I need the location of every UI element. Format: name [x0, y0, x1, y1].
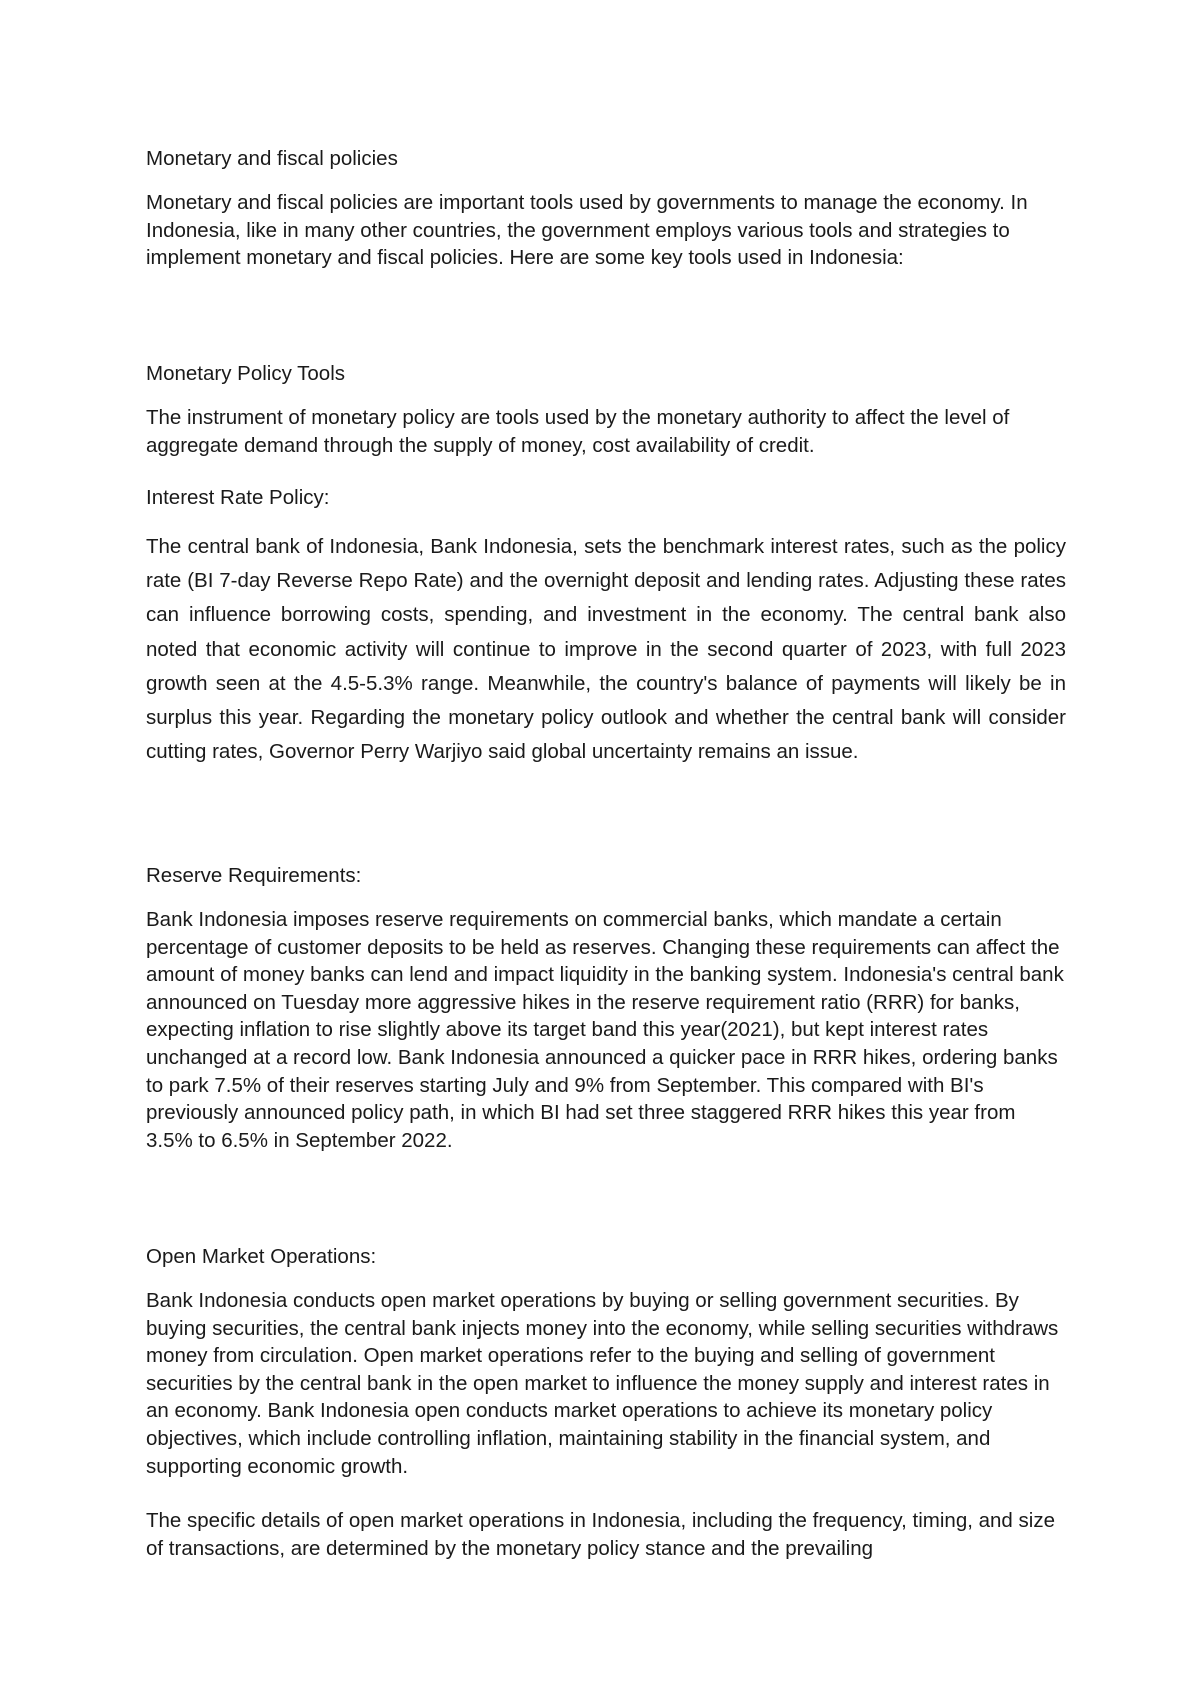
- section-heading-open-market-operations: Open Market Operations:: [146, 1245, 377, 1268]
- reserve-requirements-paragraph: Bank Indonesia imposes reserve requirements on commercial banks, which mandate a certain percentage of customer deposits to be held as reserves. Changing these requirements can affect the amount of money banks can lend and impact liquidity in the banking system. Indonesia's central bank announced on Tuesday more aggressive hikes in the reserve requirement ratio (RRR) for banks, expecting inflation to rise slightly above its target band this year(2021), but kept interest rates unchanged at a record low. Bank Indonesia announced a quicker pace in RRR hikes, ordering banks to park 7.5% of their reserves starting July and 9% from September. This compared with BI's previously announced policy path, in which BI had set three staggered RRR hikes this year from 3.5% to 6.5% in September 2022.: [146, 908, 1064, 1152]
- document-title: Monetary and fiscal policies: [146, 147, 398, 170]
- open-market-operations-paragraph: Bank Indonesia conducts open market operations by buying or selling government securities. By buying securities, the central bank injects money into the economy, while selling securities withdraws money from circulation. Open market operations refer to the buying and selling of government securities by the central bank in the open market to influence the money supply and interest rates in an economy. Bank Indonesia open conducts market operations to achieve its monetary policy objectives, which include controlling inflation, maintaining stability in the financial system, and supporting economic growth.: [146, 1289, 1059, 1478]
- section-heading-reserve-requirements: Reserve Requirements:: [146, 864, 362, 887]
- intro-paragraph: Monetary and fiscal policies are important tools used by governments to manage the economy. In Indonesia, like in many other countries, the government employs various tools and strategies to implement monetary and fiscal policies. Here are some key tools used in Indonesia:: [146, 191, 1028, 270]
- monetary-policy-tools-paragraph: The instrument of monetary policy are tools used by the monetary authority to affect the level of aggregate demand through the supply of money, cost availability of credit.: [146, 406, 1010, 457]
- section-heading-interest-rate-policy: Interest Rate Policy:: [146, 486, 330, 509]
- interest-rate-policy-paragraph: The central bank of Indonesia, Bank Indonesia, sets the benchmark interest rates, such as the policy rate (BI 7-day Reverse Repo Rate) and the overnight deposit and lending rates. Adjusting these rates can influence borrowing costs, spending, and investment in the economy. The central bank also noted that economic activity will continue to improve in the second quarter of 2023, with full 2023 growth seen at the 4.5-5.3% range. Meanwhile, the country's balance of payments will likely be in surplus this year. Regarding the monetary policy outlook and whether the central bank will consider cutting rates, Governor Perry Warjiyo said global uncertainty remains an issue.: [146, 535, 1066, 764]
- section-heading-monetary-policy-tools: Monetary Policy Tools: [146, 362, 346, 385]
- open-market-operations-paragraph-2: The specific details of open market operations in Indonesia, including the frequency, timing, and size of transactions, are determined by the monetary policy stance and the prevailing: [146, 1509, 1055, 1560]
